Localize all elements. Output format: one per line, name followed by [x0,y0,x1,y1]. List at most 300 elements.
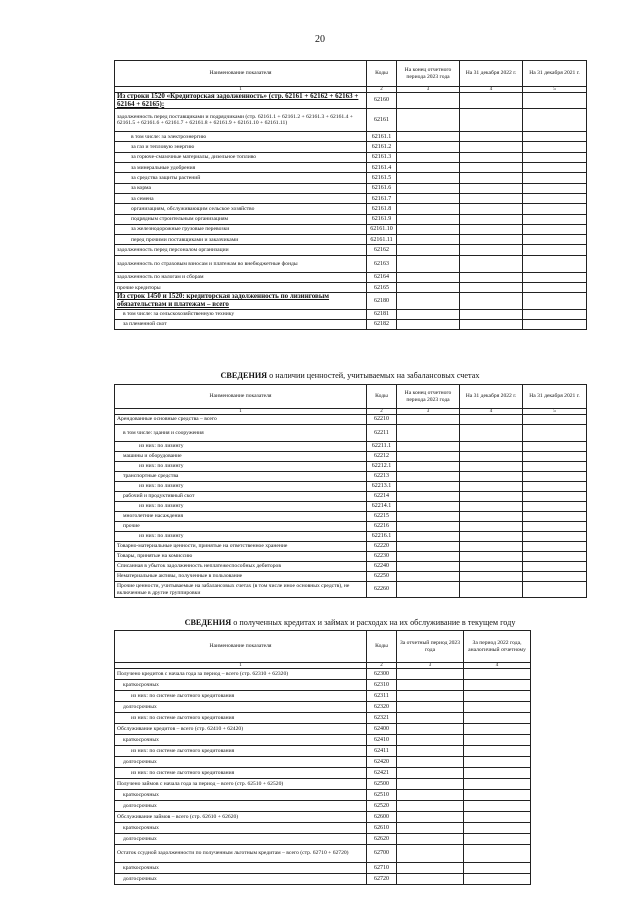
value-cell[interactable] [464,735,531,746]
value-cell[interactable] [460,224,523,234]
table-row [115,472,587,482]
row-label: за газ и тепловую энергию [115,142,367,152]
value-cell[interactable] [460,93,523,109]
value-cell[interactable] [460,562,523,572]
table-header-row [115,631,531,663]
value-cell[interactable] [523,582,587,598]
value-cell[interactable] [460,235,523,245]
value-cell[interactable] [464,863,531,874]
row-label: краткосрочных [115,823,367,834]
value-cell[interactable] [460,309,523,319]
value-cell[interactable] [523,472,587,482]
table-row [115,542,587,552]
row-label: долгосрочных [115,874,367,885]
table-row [115,452,587,462]
table-row [115,874,531,885]
value-cell[interactable] [523,542,587,552]
value-cell[interactable] [460,283,523,293]
value-cell[interactable] [397,757,464,768]
value-cell[interactable] [523,425,587,442]
value-cell[interactable] [523,319,587,329]
value-cell[interactable] [460,293,523,309]
row-code: 62161.4 [367,163,397,173]
value-cell[interactable] [397,235,460,245]
value-cell[interactable] [397,173,460,183]
value-cell[interactable] [397,834,464,845]
value-cell[interactable] [464,702,531,713]
value-cell[interactable] [460,482,523,492]
value-cell[interactable] [397,702,464,713]
row-label: Из строки 1520 «Кредиторская задолженность» (стр. 62161 + 62162 + 62163 + 62164 + 62165): [115,93,367,109]
value-cell[interactable] [464,691,531,702]
row-code: 62400 [367,724,397,735]
row-code: 62300 [367,669,397,680]
table-row [115,812,531,823]
value-cell[interactable] [397,482,460,492]
header-prev-prev-year: На 31 декабря 2021 г. [523,61,587,87]
table-body [115,93,587,330]
col-number: 3 [397,663,464,669]
row-code: 62720 [367,874,397,885]
row-label: из них: по системе льготного кредитования [115,713,367,724]
off-balance-values-table [114,384,587,598]
row-label: краткосрочных [115,680,367,691]
value-cell[interactable] [464,874,531,885]
value-cell[interactable] [397,193,460,203]
value-cell[interactable] [397,502,460,512]
row-code: 62161.1 [367,132,397,142]
row-code: 62311 [367,691,397,702]
table-body [115,669,531,885]
row-label: машины и оборудование [115,452,367,462]
row-label: Товарно-материальные ценности, принятые на ответственное хранение [115,542,367,552]
row-code: 62620 [367,834,397,845]
col-number: 4 [460,87,523,93]
value-cell[interactable] [523,93,587,109]
value-cell[interactable] [523,183,587,193]
header-prev-prev-year: На 31 декабря 2021 г. [523,385,587,409]
row-code: 62163 [367,255,397,272]
value-cell[interactable] [397,845,464,863]
table-row [115,702,531,713]
table-row [115,713,531,724]
row-label: долгосрочных [115,757,367,768]
row-label: перед прочими поставщиками и заказчиками [115,235,367,245]
table-row [115,834,531,845]
value-cell[interactable] [523,462,587,472]
value-cell[interactable] [397,779,464,790]
row-label: Обслуживание кредитов – всего (стр. 62410 + 62420) [115,724,367,735]
value-cell[interactable] [523,272,587,282]
value-cell[interactable] [397,532,460,542]
row-label: Списанная в убыток задолженность неплатежеспособных дебиторов [115,562,367,572]
value-cell[interactable] [460,183,523,193]
value-cell[interactable] [460,204,523,214]
value-cell[interactable] [397,452,460,462]
value-cell[interactable] [397,552,460,562]
row-code: 62161.2 [367,142,397,152]
value-cell[interactable] [397,109,460,132]
value-cell[interactable] [397,415,460,425]
row-label: Получено займов с начала года за период – всего (стр. 62510 + 62520) [115,779,367,790]
value-cell[interactable] [397,93,460,109]
value-cell[interactable] [460,193,523,203]
table-row [115,680,531,691]
col-number: 1 [115,87,367,93]
value-cell[interactable] [464,823,531,834]
section-title-rest: о полученных кредитах и займах и расходах на их обслуживание в текущем году [231,618,516,627]
value-cell[interactable] [460,552,523,562]
row-label: Остаток ссудной задолженности по полученным льготным кредитам – всего (стр. 62710 + 62720) [115,845,367,863]
value-cell[interactable] [464,746,531,757]
header-prev-period: За период 2022 года, аналогичный отчетному [464,631,531,663]
value-cell[interactable] [397,293,460,309]
value-cell[interactable] [523,522,587,532]
row-label: прочие кредиторы [115,283,367,293]
value-cell[interactable] [397,812,464,823]
table-row [115,462,587,472]
table-row [115,245,587,255]
value-cell[interactable] [460,415,523,425]
value-cell[interactable] [523,255,587,272]
row-code: 62164 [367,272,397,282]
value-cell[interactable] [397,492,460,502]
table-row [115,163,587,173]
row-label: из них: по системе льготного кредитования [115,746,367,757]
value-cell[interactable] [397,542,460,552]
row-code: 62212.1 [367,462,397,472]
value-cell[interactable] [397,562,460,572]
table-row [115,757,531,768]
value-cell[interactable] [397,572,460,582]
table-row [115,142,587,152]
row-label: за минеральные удобрения [115,163,367,173]
row-code: 62212 [367,452,397,462]
value-cell[interactable] [397,512,460,522]
row-code: 62161.3 [367,152,397,162]
table-row [115,724,531,735]
row-code: 62410 [367,735,397,746]
value-cell[interactable] [460,255,523,272]
value-cell[interactable] [464,680,531,691]
section-title-rest: о наличии ценностей, учитываемых на забалансовых счетах [267,371,480,380]
row-code: 62161.6 [367,183,397,193]
row-code: 62500 [367,779,397,790]
table-row [115,768,531,779]
table-body [115,415,587,598]
row-code: 62220 [367,542,397,552]
value-cell[interactable] [460,142,523,152]
row-label: долгосрочных [115,834,367,845]
value-cell[interactable] [464,724,531,735]
row-label: за семена [115,193,367,203]
credits-loans-table [114,630,531,885]
row-code: 62520 [367,801,397,812]
value-cell[interactable] [460,522,523,532]
row-code: 62411 [367,746,397,757]
value-cell[interactable] [523,245,587,255]
value-cell[interactable] [397,874,464,885]
value-cell[interactable] [523,193,587,203]
row-label: за средства защиты растений [115,173,367,183]
header-indicator: Наименование показателя [115,385,367,409]
value-cell[interactable] [464,713,531,724]
table-row [115,283,587,293]
value-cell[interactable] [397,425,460,442]
value-cell[interactable] [460,245,523,255]
value-cell[interactable] [464,834,531,845]
row-code: 62710 [367,863,397,874]
row-code: 62161.9 [367,214,397,224]
table-row [115,204,587,214]
header-current-period: На конец отчетного периода 2023 года [397,61,460,87]
value-cell[interactable] [397,245,460,255]
row-label: Получено кредитов с начала года за период – всего (стр. 62310 + 62320) [115,669,367,680]
payables-breakdown-table [114,60,587,330]
value-cell[interactable] [523,214,587,224]
section-title-bold: СВЕДЕНИЯ [220,371,268,380]
value-cell[interactable] [460,502,523,512]
section-title-credits [114,618,586,627]
table-row [115,272,587,282]
row-label: за горюче-смазочные материалы, дизельное топливо [115,152,367,162]
value-cell[interactable] [523,442,587,452]
value-cell[interactable] [460,492,523,502]
row-code: 62161.5 [367,173,397,183]
col-number: 5 [523,87,587,93]
row-label: задолженность по страховым взносам и платежам во внебюджетные фонды [115,255,367,272]
value-cell[interactable] [523,204,587,214]
value-cell[interactable] [464,845,531,863]
col-number: 3 [397,87,460,93]
row-code: 62700 [367,845,397,863]
value-cell[interactable] [460,132,523,142]
value-cell[interactable] [460,512,523,522]
row-label: долгосрочных [115,702,367,713]
value-cell[interactable] [460,214,523,224]
row-code: 62250 [367,572,397,582]
value-cell[interactable] [397,132,460,142]
row-code: 62420 [367,757,397,768]
value-cell[interactable] [397,214,460,224]
value-cell[interactable] [397,272,460,282]
row-label: Арендованные основные средства – всего [115,415,367,425]
value-cell[interactable] [523,492,587,502]
value-cell[interactable] [460,452,523,462]
value-cell[interactable] [397,472,460,482]
table-row [115,532,587,542]
row-code: 62162 [367,245,397,255]
value-cell[interactable] [523,152,587,162]
value-cell[interactable] [523,109,587,132]
value-cell[interactable] [460,163,523,173]
value-cell[interactable] [523,235,587,245]
value-cell[interactable] [397,183,460,193]
value-cell[interactable] [397,735,464,746]
value-cell[interactable] [464,669,531,680]
value-cell[interactable] [397,319,460,329]
value-cell[interactable] [397,724,464,735]
table-row [115,823,531,834]
off-balance-table-container [114,384,586,598]
table-header-row [115,61,587,87]
value-cell[interactable] [523,452,587,462]
value-cell[interactable] [397,582,460,598]
value-cell[interactable] [460,272,523,282]
value-cell[interactable] [397,142,460,152]
col-number: 4 [464,663,531,669]
value-cell[interactable] [397,204,460,214]
row-label: транспортные средства [115,472,367,482]
row-code: 62510 [367,790,397,801]
row-label: многолетние насаждения [115,512,367,522]
value-cell[interactable] [523,293,587,309]
table-row [115,319,587,329]
value-cell[interactable] [460,109,523,132]
value-cell[interactable] [523,502,587,512]
value-cell[interactable] [460,572,523,582]
row-code: 62214.1 [367,502,397,512]
value-cell[interactable] [523,224,587,234]
value-cell[interactable] [523,142,587,152]
value-cell[interactable] [523,532,587,542]
value-cell[interactable] [523,552,587,562]
value-cell[interactable] [397,823,464,834]
value-cell[interactable] [397,790,464,801]
row-label: задолженность перед поставщиками и подрядчиками (стр. 62161.1 + 62161.2 + 62161.3 + 62161.4 + 62161.5 + 62161.6 + 62161.7 + 62161.8 + 62161.9 + 62161.10 + 62161.11) [115,109,367,132]
value-cell[interactable] [523,163,587,173]
value-cell[interactable] [397,163,460,173]
value-cell[interactable] [523,132,587,142]
row-label: из них: по системе льготного кредитования [115,691,367,702]
table-row [115,492,587,502]
header-code: Коды [367,631,397,663]
row-label: из них: по лизингу [115,442,367,452]
row-label: из них: по лизингу [115,462,367,472]
row-label: в том числе: за сельскохозяйственную технику [115,309,367,319]
value-cell[interactable] [397,522,460,532]
value-cell[interactable] [397,152,460,162]
value-cell[interactable] [523,562,587,572]
value-cell[interactable] [460,152,523,162]
value-cell[interactable] [397,691,464,702]
value-cell[interactable] [464,757,531,768]
value-cell[interactable] [464,790,531,801]
value-cell[interactable] [464,812,531,823]
row-label: за железнодорожные грузовые перевозки [115,224,367,234]
value-cell[interactable] [397,283,460,293]
header-code: Коды [367,385,397,409]
row-label: подрядным строительным организациям [115,214,367,224]
value-cell[interactable] [460,425,523,442]
table-row [115,482,587,492]
row-label: задолженность перед персоналом организации [115,245,367,255]
table-row [115,582,587,598]
value-cell[interactable] [397,224,460,234]
table-row [115,93,587,109]
value-cell[interactable] [460,542,523,552]
row-label: из них: по системе льготного кредитования [115,768,367,779]
header-code: Коды [367,61,397,87]
value-cell[interactable] [460,472,523,482]
value-cell[interactable] [523,572,587,582]
section-title-bold: СВЕДЕНИЯ [184,618,232,627]
row-code: 62165 [367,283,397,293]
value-cell[interactable] [397,680,464,691]
value-cell[interactable] [464,801,531,812]
row-label: прочие [115,522,367,532]
value-cell[interactable] [460,319,523,329]
value-cell[interactable] [397,442,460,452]
value-cell[interactable] [397,309,460,319]
value-cell[interactable] [397,255,460,272]
value-cell[interactable] [397,768,464,779]
value-cell[interactable] [523,283,587,293]
row-label: долгосрочных [115,801,367,812]
row-label: Из строк 1450 и 1520: кредиторская задолженность по лизинговым обязательствам и платежам – всего [115,293,367,309]
col-number: 3 [397,409,460,415]
value-cell[interactable] [397,801,464,812]
row-code: 62160 [367,93,397,109]
table-row [115,669,531,680]
header-prev-year: На 31 декабря 2022 г. [460,61,523,87]
value-cell[interactable] [464,779,531,790]
table-row [115,173,587,183]
row-code: 62260 [367,582,397,598]
value-cell[interactable] [460,173,523,183]
value-cell[interactable] [397,863,464,874]
value-cell[interactable] [460,532,523,542]
row-code: 62240 [367,562,397,572]
row-code: 62161.7 [367,193,397,203]
row-code: 62180 [367,293,397,309]
table-row [115,552,587,562]
row-label: задолженность по налогам и сборам [115,272,367,282]
table-row [115,572,587,582]
row-label: из них: по лизингу [115,482,367,492]
value-cell[interactable] [464,768,531,779]
row-code: 62161.10 [367,224,397,234]
table-row [115,735,531,746]
value-cell[interactable] [523,512,587,522]
table-row [115,691,531,702]
col-number: 1 [115,409,367,415]
header-prev-year: На 31 декабря 2022 г. [460,385,523,409]
value-cell[interactable] [397,746,464,757]
row-code: 62320 [367,702,397,713]
col-number: 4 [460,409,523,415]
row-label: в том числе: здания и сооружения [115,425,367,442]
value-cell[interactable] [523,482,587,492]
row-code: 62182 [367,319,397,329]
value-cell[interactable] [523,415,587,425]
value-cell[interactable] [397,462,460,472]
value-cell[interactable] [397,713,464,724]
value-cell[interactable] [460,442,523,452]
col-number: 5 [523,409,587,415]
value-cell[interactable] [523,173,587,183]
table-row [115,193,587,203]
table-row [115,309,587,319]
table-row [115,442,587,452]
value-cell[interactable] [460,582,523,598]
table-row [115,425,587,442]
value-cell[interactable] [460,462,523,472]
value-cell[interactable] [397,669,464,680]
value-cell[interactable] [523,309,587,319]
table-row [115,293,587,309]
row-code: 62230 [367,552,397,562]
